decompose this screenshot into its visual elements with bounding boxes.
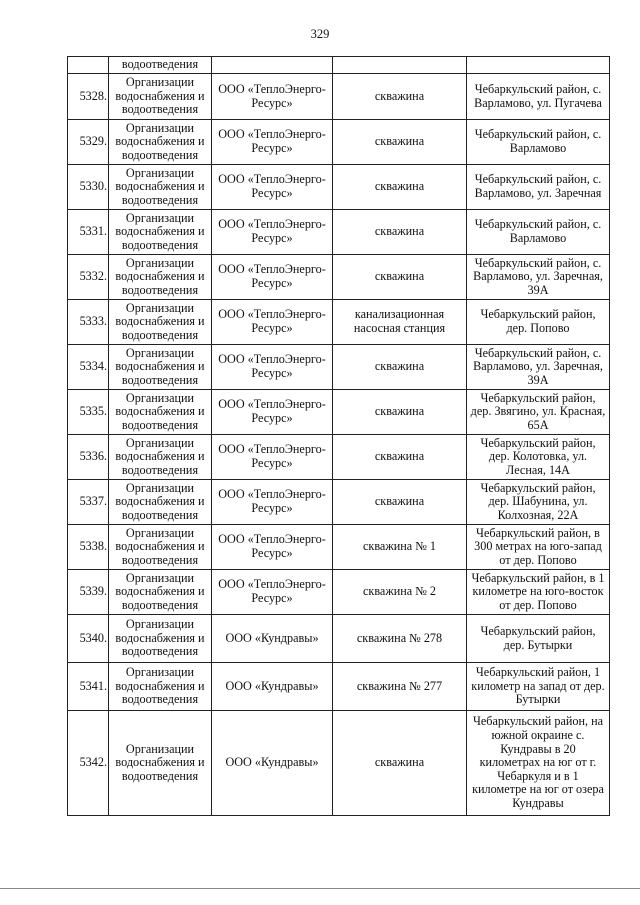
cell-object: скважина xyxy=(333,74,467,120)
cell-owner: ООО «ТеплоЭнерго-Ресурс» xyxy=(212,345,333,390)
bottom-rule xyxy=(0,888,640,889)
cell-object: скважина № 1 xyxy=(333,525,467,570)
table-row xyxy=(68,615,610,663)
cell-object: скважина xyxy=(333,390,467,435)
cell-organization-type: Организации водоснабжения и водоотведения xyxy=(109,120,212,165)
cell-object: скважина xyxy=(333,120,467,165)
table-row xyxy=(68,300,610,345)
table-row xyxy=(68,165,610,210)
table-row xyxy=(68,663,610,711)
cell-num xyxy=(68,57,109,74)
table-row xyxy=(68,74,610,120)
cell-address xyxy=(467,57,610,74)
table-row xyxy=(68,480,610,525)
table-row xyxy=(68,570,610,615)
cell-owner: ООО «ТеплоЭнерго-Ресурс» xyxy=(212,480,333,525)
table-row xyxy=(68,345,610,390)
cell-address: Чебаркульский район, дер. Колотовка, ул. Лесная, 14А xyxy=(467,435,610,480)
registry-table xyxy=(67,56,610,816)
cell-address: Чебаркульский район, дер. Попово xyxy=(467,300,610,345)
cell-num: 5333. xyxy=(68,300,109,345)
cell-owner: ООО «Кундравы» xyxy=(212,663,333,711)
cell-address: Чебаркульский район, с. Варламово, ул. Заречная, 39А xyxy=(467,345,610,390)
table-row-continued xyxy=(68,57,610,74)
cell-address: Чебаркульский район, с. Варламово xyxy=(467,210,610,255)
cell-organization-type: Организации водоснабжения и водоотведения xyxy=(109,300,212,345)
cell-num: 5330. xyxy=(68,165,109,210)
cell-num: 5340. xyxy=(68,615,109,663)
cell-object: скважина xyxy=(333,210,467,255)
cell-object: скважина xyxy=(333,435,467,480)
cell-owner: ООО «Кундравы» xyxy=(212,711,333,816)
page-number: 329 xyxy=(310,27,330,41)
cell-num: 5339. xyxy=(68,570,109,615)
cell-num: 5337. xyxy=(68,480,109,525)
cell-num: 5329. xyxy=(68,120,109,165)
cell-address: Чебаркульский район, в 300 метрах на юго-запад от дер. Попово xyxy=(467,525,610,570)
cell-num: 5338. xyxy=(68,525,109,570)
cell-object: скважина xyxy=(333,345,467,390)
cell-organization-type: Организации водоснабжения и водоотведения xyxy=(109,663,212,711)
cell-owner: ООО «ТеплоЭнерго-Ресурс» xyxy=(212,74,333,120)
table-row xyxy=(68,255,610,300)
cell-owner: ООО «ТеплоЭнерго-Ресурс» xyxy=(212,525,333,570)
cell-num: 5332. xyxy=(68,255,109,300)
cell-num: 5335. xyxy=(68,390,109,435)
cell-object: скважина № 278 xyxy=(333,615,467,663)
cell-organization-type: Организации водоснабжения и водоотведения xyxy=(109,255,212,300)
cell-address: Чебаркульский район, в 1 километре на юго-восток от дер. Попово xyxy=(467,570,610,615)
table-row xyxy=(68,210,610,255)
table-row xyxy=(68,390,610,435)
cell-object: скважина xyxy=(333,255,467,300)
table-row xyxy=(68,711,610,816)
cell-owner: ООО «ТеплоЭнерго-Ресурс» xyxy=(212,300,333,345)
cell-organization-type: Организации водоснабжения и водоотведения xyxy=(109,210,212,255)
cell-owner xyxy=(212,57,333,74)
cell-owner: ООО «ТеплоЭнерго-Ресурс» xyxy=(212,210,333,255)
cell-address: Чебаркульский район, с. Варламово, ул. Пугачева xyxy=(467,74,610,120)
cell-organization-type: Организации водоснабжения и водоотведения xyxy=(109,74,212,120)
cell-owner: ООО «Кундравы» xyxy=(212,615,333,663)
cell-address: Чебаркульский район, дер. Шабунина, ул. Колхозная, 22А xyxy=(467,480,610,525)
cell-address: Чебаркульский район, с. Варламово xyxy=(467,120,610,165)
cell-owner: ООО «ТеплоЭнерго-Ресурс» xyxy=(212,435,333,480)
cell-num: 5336. xyxy=(68,435,109,480)
cell-organization-type: Организации водоснабжения и водоотведения xyxy=(109,615,212,663)
cell-num: 5328. xyxy=(68,74,109,120)
cell-organization-type: Организации водоснабжения и водоотведения xyxy=(109,570,212,615)
cell-organization-type: Организации водоснабжения и водоотведения xyxy=(109,165,212,210)
cell-address: Чебаркульский район, с. Варламово, ул. Заречная, 39А xyxy=(467,255,610,300)
cell-num: 5334. xyxy=(68,345,109,390)
cell-organization-type: Организации водоснабжения и водоотведения xyxy=(109,480,212,525)
cell-organization-type: Организации водоснабжения и водоотведения xyxy=(109,525,212,570)
cell-owner: ООО «ТеплоЭнерго-Ресурс» xyxy=(212,390,333,435)
cell-address: Чебаркульский район, с. Варламово, ул. Заречная xyxy=(467,165,610,210)
cell-object: скважина № 277 xyxy=(333,663,467,711)
cell-object xyxy=(333,57,467,74)
table-row xyxy=(68,120,610,165)
cell-organization-type: Организации водоснабжения и водоотведения xyxy=(109,390,212,435)
cell-organization-type: Организации водоснабжения и водоотведения xyxy=(109,345,212,390)
cell-object: скважина xyxy=(333,165,467,210)
cell-organization-type: Организации водоснабжения и водоотведения xyxy=(109,435,212,480)
cell-address: Чебаркульский район, на южной окраине с. Кундравы в 20 километрах на юг от г. Чебаркуля и в 1 километре на юг от озера Кундравы xyxy=(467,711,610,816)
cell-object: скважина xyxy=(333,480,467,525)
cell-owner: ООО «ТеплоЭнерго-Ресурс» xyxy=(212,120,333,165)
cell-num: 5331. xyxy=(68,210,109,255)
cell-num: 5341. xyxy=(68,663,109,711)
cell-owner: ООО «ТеплоЭнерго-Ресурс» xyxy=(212,165,333,210)
cell-organization-type: водоотведения xyxy=(109,57,212,74)
cell-address: Чебаркульский район, дер. Звягино, ул. Красная, 65А xyxy=(467,390,610,435)
cell-object: канализационная насосная станция xyxy=(333,300,467,345)
cell-owner: ООО «ТеплоЭнерго-Ресурс» xyxy=(212,255,333,300)
cell-num: 5342. xyxy=(68,711,109,816)
cell-address: Чебаркульский район, 1 километр на запад от дер. Бутырки xyxy=(467,663,610,711)
cell-object: скважина № 2 xyxy=(333,570,467,615)
registry-table-wrapper xyxy=(67,56,609,816)
table-row xyxy=(68,525,610,570)
table-row xyxy=(68,435,610,480)
cell-owner: ООО «ТеплоЭнерго-Ресурс» xyxy=(212,570,333,615)
cell-object: скважина xyxy=(333,711,467,816)
cell-address: Чебаркульский район, дер. Бутырки xyxy=(467,615,610,663)
cell-organization-type: Организации водоснабжения и водоотведения xyxy=(109,711,212,816)
